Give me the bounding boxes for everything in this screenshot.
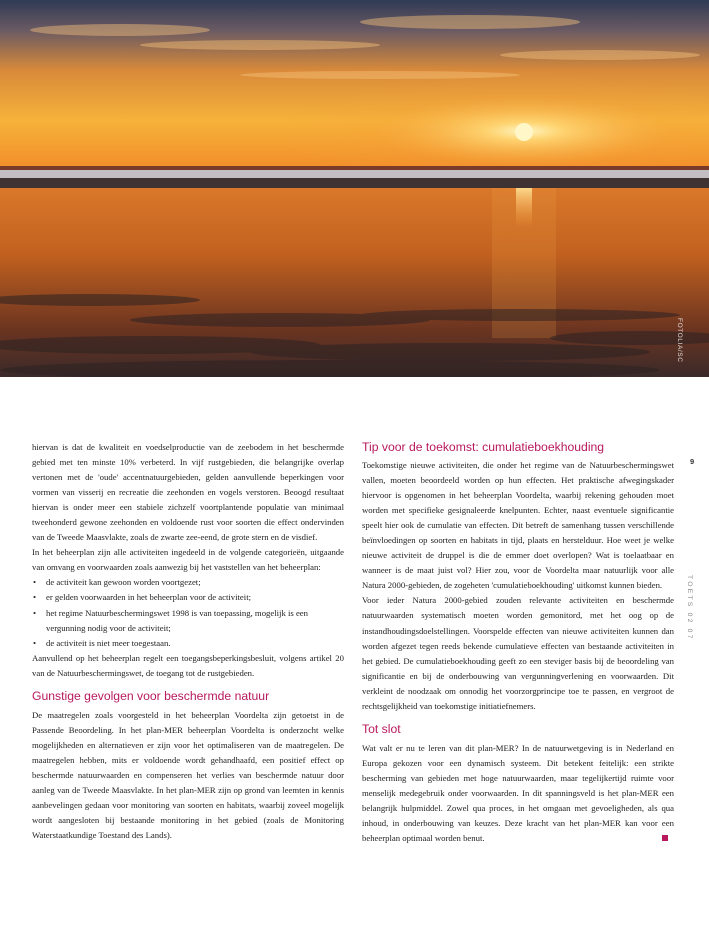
running-head: TOETS 02 07: [686, 575, 693, 641]
list-item: • de activiteit is niet meer toegestaan.: [32, 636, 344, 651]
cumulatie-paragraph-2: Voor ieder Natura 2000-gebied zouden relevante activiteiten en beschermde natuurwaarden systematisch moeten worden gemonitord, met het oog op de instandhoudingsdoelstellingen. Voorspelde effecten van nieuwe activiteiten kunnen dan worden afgezet tegen reeds bekende cumulatieve effecten van bestaande activiteiten in het gebied. De cumulatieboekhouding geeft zo een steviger basis bij de beoordeling van significantie en bij de onderbouwing van vergunningverlening en voorwaarden. Dit verkleint de noodzaak om onnodig het voorzorgprincipe toe te passen, en vergroot de rechtsgelijkheid van toekomstige initiatiefnemers.: [362, 595, 674, 711]
page-number: 9: [690, 457, 695, 466]
section-heading-gunstige-gevolgen: Gunstige gevolgen voor beschermde natuur: [32, 688, 270, 703]
sunset-image: [0, 0, 709, 377]
categories-intro-paragraph: In het beheerplan zijn alle activiteiten ingedeeld in de volgende categorieën, uitgaande van omvang en voorwaarden zoals aanwezig bij het vaststellen van het beheerplan:: [32, 547, 344, 573]
list-item: • er gelden voorwaarden in het beheerplan voor de activiteit;: [32, 590, 344, 605]
tot-slot-paragraph: [362, 741, 674, 846]
left-intro-paragraph: hiervan is dat de kwaliteit en voedselproductie van de zeebodem in het beschermde gebied met ten minste 10% verbeterd. In vijf rustgebieden, die belangrijke overlap vertonen met de 'oude' accentnatuurgebieden, gelden aanvullende beperkingen voor vormen van visserij en recreatie die zeehonden en vogels verstoren. Beoogd resultaat hiervan is onder meer een stabiele zichzelf voortplantende populatie van minimaal tweehonderd gewone zeehonden en voldoende rust voor soorten die effect ondervinden van de Tweede Maasvlakte, zoals de zwarte zee-eend, de grote stern en de visdief.: [32, 442, 344, 543]
left-column: [32, 440, 344, 843]
list-item: • de activiteit kan gewoon worden voortgezet;: [32, 575, 344, 590]
cumulatie-paragraph-1: Toekomstige nieuwe activiteiten, die onder het regime van de Natuurbeschermingswet vallen, moeten beoordeeld worden op hun effecten. Het praktische afwegingskader hiervoor is opgenomen in het beheerplan Voordelta, waarbij rekening gehouden moet worden met specifieke gesignaleerde knelpunten. Echter, naast eventuele significantie speelt hier ook de cumulatie van effecten. Dit betreft de samenhang tussen verschillende beïnvloedingen op soorten en habitats in tijd, plaats en herstelduur. Hoe weet je welke nieuwe activiteit de druppel is die de emmer doet overlopen? Wat is toelaatbaar en wanneer is de maat juist vol? Hier zou, voor de Voordelta maar natuurlijk voor alle Natura 2000-gebieden, de zogeheten 'cumulatieboekhouding' uitkomst kunnen bieden.: [362, 460, 674, 591]
section-heading-tot-slot: Tot slot: [362, 721, 401, 736]
gunstige-gevolgen-paragraph: De maatregelen zoals voorgesteld in het beheerplan Voordelta zijn getoetst in de Passende Beoordeling. In het plan-MER beheerplan Voordelta is onderzocht welke mogelijkheden en alternatieven er zijn voor het optimaliseren van de maatregelen. De maatregelen hebben, mits er voldoende wordt gehandhaafd, een positief effect op beschermde natuurwaarden en compenseren het verlies van beschermde natuur door aanleg van de Tweede Maasvlakte. In het plan-MER zijn op grond van leemten in kennis aanbevelingen gedaan voor monitoring van soorten en habitats, waarbij zoveel mogelijk wordt aangesloten bij bestaande monitoring in het gebied (zoals de Monitoring Waterstaatkundige Toestand des Lands).: [32, 709, 344, 841]
activity-categories-list: [32, 575, 344, 650]
end-of-article-mark: [662, 835, 668, 841]
section-heading-cumulatieboekhouding: Tip voor de toekomst: cumulatieboekhouding: [362, 440, 605, 454]
list-item: • het regime Natuurbeschermingswet 1998 is van toepassing, mogelijk is een vergunning nodig voor de activiteit;: [32, 606, 344, 636]
sunset-photo: [0, 0, 709, 377]
tot-slot-text: Wat valt er nu te leren van dit plan-MER? In de natuurwetgeving is in Nederland en Europa gekozen voor een dynamisch systeem. Dit betekent feitelijk: een strikte bescherming van gebieden met hoge natuurwaarden, maar tegelijkertijd ruimte voor menselijk medegebruik onder voorwaarden. In dit spanningsveld is het plan-MER een belangrijk hulpmiddel. Zowel qua proces, in het omgaan met gevoeligheden, als qua inhoud, in onderbouwing van keuzes. Deze kracht van het plan-MER kan voor een beheerplan optimaal worden benut.: [362, 742, 674, 844]
access-restriction-paragraph: Aanvullend op het beheerplan regelt een toegangsbeperkingsbesluit, volgens artikel 20 van de Natuurbeschermingswet, de toegang tot de rustgebieden.: [32, 652, 344, 678]
right-column: [362, 440, 674, 846]
photo-credit: FOTOLIA/SC: [676, 318, 683, 363]
